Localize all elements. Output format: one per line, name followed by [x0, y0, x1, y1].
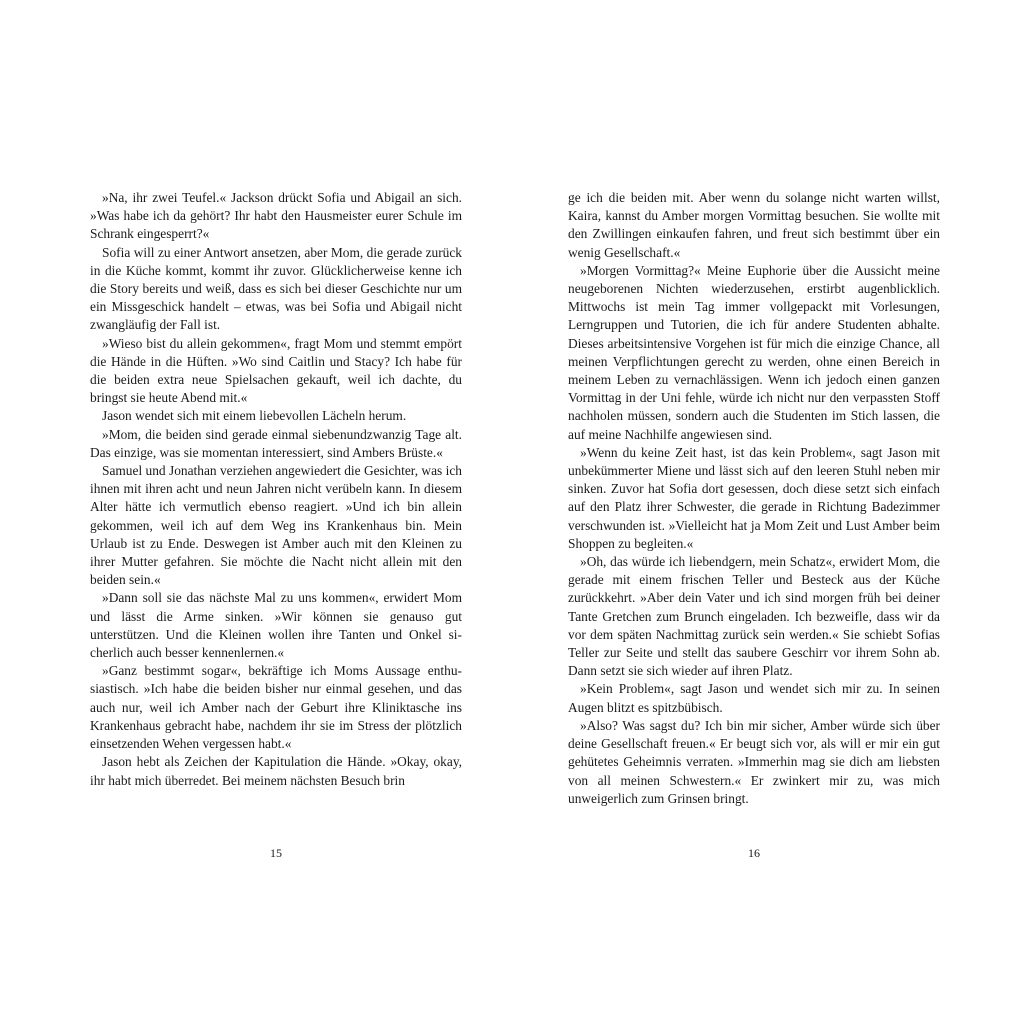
left-page-number: 15 [270, 846, 282, 860]
paragraph: »Kein Problem«, sagt Jason und wendet sich mir zu. In seinen Augen blitzt es spitzbübisch. [568, 681, 940, 715]
paragraph-continued: ge ich die beiden mit. Aber wenn du solange nicht warten willst, Kaira, kannst du Amber morgen Vormittag besuchen. Sie wollte mit den Zwillingen einkaufen fahren, und freut sich bestimmt über ein wenig Gesellschaft.« [568, 190, 940, 260]
paragraph: »Mom, die beiden sind gerade einmal siebenundzwanzig Tage alt. Das einzige, was sie momentan interessiert, sind Ambers Brüste.« [90, 426, 462, 460]
paragraph: Jason wendet sich mit einem liebevollen Lächeln herum. [102, 408, 407, 424]
paragraph: »Na, ihr zwei Teufel.« Jackson drückt Sofia und Abigail an sich. »Was habe ich da gehört? Ihr habt den Hausmeister eurer Schule im Schrank eingesperrt?« [90, 190, 462, 242]
paragraph: Sofia will zu einer Antwort ansetzen, aber Mom, die gerade zurück in die Küche kommt, kommt ihr zuvor. Glücklicherweise kenne ich die Story bereits und weiß, dass es sich bei dieser Geschichte nur um ein Missgeschick handelt – etwas, was bei Sofia und Abigail nicht zwangläufig der Fall ist. [90, 244, 462, 333]
paragraph: Samuel und Jonathan verziehen angewiedert die Gesichter, was ich ihnen mit ihren acht und neun Jahren nicht verübeln kann. In diesem Alter hätte ich vermutlich ebenso reagiert. »Und ich bin allein gekommen, weil ich auf dem Weg ins Krankenhaus bin. Mein Urlaub ist zu Ende. Deswegen ist Amber auch mit den Kleinen zu ihrer Mutter gefahren. Sie möchte die Nacht nicht allein mit den beiden sein.« [90, 463, 462, 588]
left-page-text [90, 189, 462, 790]
paragraph: »Also? Was sagst du? Ich bin mir sicher, Amber würde sich über deine Gesellschaft freuen.« Er beugt sich vor, als will er mir ein gut gehütetes Geheimnis verraten. »Immerhin mag sie dich am liebsten von all meinen Schwestern.« Er zwinkert mir zu, was mich unweigerlich zum Grinsen bringt. [568, 717, 940, 806]
paragraph: »Oh, das würde ich liebendgern, mein Schatz«, erwidert Mom, die gerade mit einem frischen Teller und Besteck aus der Küche zurückkehrt. »Aber dein Vater und ich sind morgen früh bei deiner Tante Gretchen zum Brunch eingeladen. Ich bezweifle, dass wir da vor dem späten Nachmittag zurück sein werden.« Sie schiebt Sofias Teller zur Seite und stellt das saubere Geschirr vor ihrem Sohn ab. Dann setzt sie sich wieder auf ihren Platz. [568, 554, 940, 679]
paragraph: Jason hebt als Zeichen der Kapitulation die Hände. »Okay, okay, ihr habt mich überredet. Bei meinem nächsten Besuch brin [90, 754, 462, 788]
paragraph: »Dann soll sie das nächste Mal zu uns kommen«, erwidert Mom und lässt die Arme sinken. »Wir können sie genauso gut unterstützen. Und die Kleinen wollen ihre Tanten und Onkel sicherlich auch besser kennenlernen.« [90, 590, 462, 661]
right-page-text [568, 189, 940, 808]
paragraph: »Wieso bist du allein gekommen«, fragt Mom und stemmt empört die Hände in die Hüften. »Wo sind Caitlin und Stacy? Ich habe für die beiden extra neue Spielsachen gekauft, weil ich dachte, du bringst sie heute Abend mit.« [90, 335, 462, 406]
paragraph: »Wenn du keine Zeit hast, ist das kein Problem«, sagt Jason mit unbekümmerter Miene und lässt sich auf den leeren Stuhl neben mir sinken. Zuvor hat Sofia dort gesessen, doch diese setzt sich einfach auf den Platz ihrer Schwester, die gerade in Richtung Badezimmer verschwunden ist. »Vielleicht hat ja Mom Zeit und Lust Amber beim Shoppen zu begleiten.« [568, 444, 940, 551]
paragraph: »Morgen Vormittag?« Meine Euphorie über die Aussicht meine neugeborenen Nichten wiederzusehen, erstirbt augenblicklich. Mittwochs ist mein Tag immer vollgepackt mit Vorlesungen, Lerngruppen und Tutorien, die ich für andere Studenten abhalte. Dieses arbeitsintensive Vorgehen ist für mich die einzige Chance, all meinen Verpflichtungen gerecht zu werden, ohne einen Bereich in meinem Leben zu vernachlässigen. Wenn ich jedoch einen ganzen Vormittag in der Uni fehle, würde ich nicht nur den verpassten Stoff nachholen müssen, sondern auch die Studenten im Stich lassen, die auf meine Nachhilfe angewiesen sind. [568, 262, 940, 442]
paragraph: »Ganz bestimmt sogar«, bekräftige ich Moms Aussage enthusiastisch. »Ich habe die beiden bisher nur einmal gesehen, und das auch nur, weil ich Amber nach der Geburt ihre Kliniktasche ins Krankenhaus gebracht habe, nachdem ihr sie im Stress der plötzlich einsetzenden Wehen vergessen habt.« [90, 663, 462, 752]
right-page-number: 16 [748, 846, 760, 860]
left-page [90, 189, 462, 790]
right-page [568, 189, 940, 808]
